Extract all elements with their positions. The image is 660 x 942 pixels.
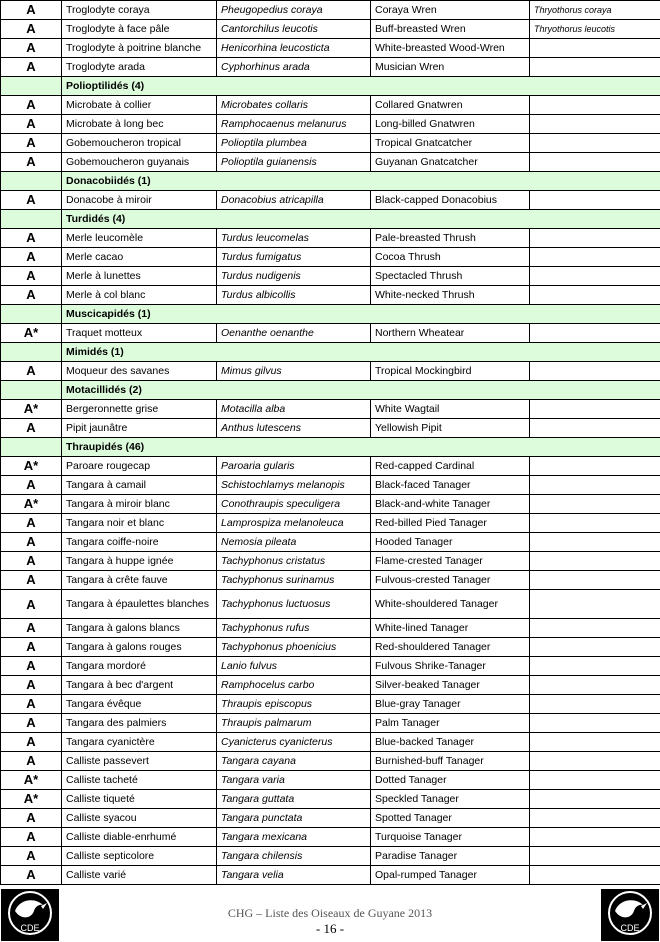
- english-name-cell: Pale-breasted Thrush: [371, 229, 530, 248]
- french-name-cell: Pipit jaunâtre: [62, 419, 217, 438]
- english-name-cell: Spectacled Thrush: [371, 267, 530, 286]
- species-row: [1, 191, 660, 210]
- note-cell: [530, 229, 660, 248]
- note-cell: [530, 495, 660, 514]
- scientific-name-cell: Turdus nudigenis: [217, 267, 371, 286]
- french-name-cell: Tangara à galons blancs: [62, 619, 217, 638]
- note-cell: [530, 115, 660, 134]
- english-name-cell: Speckled Tanager: [371, 790, 530, 809]
- french-name-cell: Calliste varié: [62, 866, 217, 885]
- species-row: [1, 571, 660, 590]
- family-status-cell: [1, 438, 62, 457]
- status-cell: A: [1, 20, 62, 39]
- english-name-cell: Cocoa Thrush: [371, 248, 530, 267]
- status-cell: A*: [1, 495, 62, 514]
- french-name-cell: Tangara à miroir blanc: [62, 495, 217, 514]
- status-cell: A: [1, 476, 62, 495]
- species-row: [1, 828, 660, 847]
- french-name-cell: Tangara évêque: [62, 695, 217, 714]
- note-cell: [530, 866, 660, 885]
- english-name-cell: Opal-rumped Tanager: [371, 866, 530, 885]
- family-label: Polioptilidés (4): [62, 77, 660, 96]
- species-row: [1, 96, 660, 115]
- english-name-cell: Burnished-buff Tanager: [371, 752, 530, 771]
- note-cell: [530, 847, 660, 866]
- status-cell: A*: [1, 324, 62, 343]
- note-cell: [530, 39, 660, 58]
- french-name-cell: Calliste tiqueté: [62, 790, 217, 809]
- status-cell: A: [1, 828, 62, 847]
- note-cell: [530, 324, 660, 343]
- english-name-cell: Black-faced Tanager: [371, 476, 530, 495]
- english-name-cell: Tropical Gnatcatcher: [371, 134, 530, 153]
- english-name-cell: Black-and-white Tanager: [371, 495, 530, 514]
- french-name-cell: Merle à col blanc: [62, 286, 217, 305]
- status-cell: A: [1, 229, 62, 248]
- scientific-name-cell: Thraupis palmarum: [217, 714, 371, 733]
- french-name-cell: Tangara mordoré: [62, 657, 217, 676]
- note-cell: [530, 752, 660, 771]
- french-name-cell: Troglodyte arada: [62, 58, 217, 77]
- scientific-name-cell: Conothraupis speculigera: [217, 495, 371, 514]
- species-row: [1, 267, 660, 286]
- status-cell: A: [1, 58, 62, 77]
- species-row: [1, 229, 660, 248]
- status-cell: A*: [1, 771, 62, 790]
- family-label: Mimidés (1): [62, 343, 660, 362]
- status-cell: A: [1, 153, 62, 172]
- status-cell: A: [1, 733, 62, 752]
- english-name-cell: Coraya Wren: [371, 1, 530, 20]
- english-name-cell: White Wagtail: [371, 400, 530, 419]
- french-name-cell: Gobemoucheron guyanais: [62, 153, 217, 172]
- english-name-cell: Palm Tanager: [371, 714, 530, 733]
- scientific-name-cell: Ramphocelus carbo: [217, 676, 371, 695]
- status-cell: A: [1, 362, 62, 381]
- note-cell: [530, 733, 660, 752]
- note-cell: [530, 457, 660, 476]
- family-status-cell: [1, 172, 62, 191]
- scientific-name-cell: Anthus lutescens: [217, 419, 371, 438]
- status-cell: A: [1, 115, 62, 134]
- scientific-name-cell: Turdus albicollis: [217, 286, 371, 305]
- status-cell: A: [1, 552, 62, 571]
- note-cell: [530, 771, 660, 790]
- species-row: [1, 657, 660, 676]
- scientific-name-cell: Tachyphonus surinamus: [217, 571, 371, 590]
- scientific-name-cell: Tangara chilensis: [217, 847, 371, 866]
- french-name-cell: Microbate à long bec: [62, 115, 217, 134]
- species-row: [1, 752, 660, 771]
- note-cell: [530, 58, 660, 77]
- scientific-name-cell: Henicorhina leucosticta: [217, 39, 371, 58]
- french-name-cell: Donacobe à miroir: [62, 191, 217, 210]
- family-header-row: [1, 172, 660, 191]
- status-cell: A: [1, 590, 62, 619]
- scientific-name-cell: Pheugopedius coraya: [217, 1, 371, 20]
- french-name-cell: Bergeronnette grise: [62, 400, 217, 419]
- english-name-cell: Red-billed Pied Tanager: [371, 514, 530, 533]
- note-cell: [530, 695, 660, 714]
- family-label: Muscicapidés (1): [62, 305, 660, 324]
- species-row: [1, 1, 660, 20]
- note-cell: [530, 790, 660, 809]
- family-header-row: [1, 210, 660, 229]
- species-row: [1, 58, 660, 77]
- french-name-cell: Troglodyte à face pâle: [62, 20, 217, 39]
- status-cell: A: [1, 533, 62, 552]
- species-row: [1, 619, 660, 638]
- note-cell: [530, 676, 660, 695]
- species-row: [1, 134, 660, 153]
- french-name-cell: Calliste syacou: [62, 809, 217, 828]
- note-cell: [530, 267, 660, 286]
- species-row: [1, 115, 660, 134]
- family-status-cell: [1, 381, 62, 400]
- scientific-name-cell: Tangara punctata: [217, 809, 371, 828]
- note-cell: Thryothorus coraya: [530, 1, 660, 20]
- scientific-name-cell: Nemosia pileata: [217, 533, 371, 552]
- scientific-name-cell: Tangara mexicana: [217, 828, 371, 847]
- status-cell: A: [1, 676, 62, 695]
- species-row: [1, 286, 660, 305]
- note-cell: [530, 590, 660, 619]
- french-name-cell: Calliste septicolore: [62, 847, 217, 866]
- scientific-name-cell: Lanio fulvus: [217, 657, 371, 676]
- note-cell: [530, 400, 660, 419]
- status-cell: A: [1, 752, 62, 771]
- family-header-row: [1, 77, 660, 96]
- status-cell: A: [1, 1, 62, 20]
- family-status-cell: [1, 77, 62, 96]
- note-cell: [530, 514, 660, 533]
- french-name-cell: Paroare rougecap: [62, 457, 217, 476]
- family-label: Turdidés (4): [62, 210, 660, 229]
- species-row: [1, 153, 660, 172]
- french-name-cell: Merle leucomèle: [62, 229, 217, 248]
- scientific-name-cell: Polioptila guianensis: [217, 153, 371, 172]
- species-row: [1, 847, 660, 866]
- status-cell: A: [1, 134, 62, 153]
- status-cell: A: [1, 866, 62, 885]
- scientific-name-cell: Oenanthe oenanthe: [217, 324, 371, 343]
- status-cell: A*: [1, 790, 62, 809]
- note-cell: [530, 248, 660, 267]
- species-row: [1, 400, 660, 419]
- note-cell: [530, 714, 660, 733]
- logo-text: CDE: [20, 923, 40, 933]
- note-cell: [530, 638, 660, 657]
- page-number: - 16 -: [315, 921, 345, 936]
- scientific-name-cell: Tangara varia: [217, 771, 371, 790]
- french-name-cell: Merle à lunettes: [62, 267, 217, 286]
- note-cell: [530, 571, 660, 590]
- scientific-name-cell: Tachyphonus cristatus: [217, 552, 371, 571]
- species-row: [1, 533, 660, 552]
- note-cell: [530, 619, 660, 638]
- family-header-row: [1, 305, 660, 324]
- status-cell: A*: [1, 457, 62, 476]
- scientific-name-cell: Turdus leucomelas: [217, 229, 371, 248]
- scientific-name-cell: Tachyphonus luctuosus: [217, 590, 371, 619]
- english-name-cell: Red-shouldered Tanager: [371, 638, 530, 657]
- english-name-cell: Collared Gnatwren: [371, 96, 530, 115]
- scientific-name-cell: Tangara cayana: [217, 752, 371, 771]
- scientific-name-cell: Ramphocaenus melanurus: [217, 115, 371, 134]
- french-name-cell: Merle cacao: [62, 248, 217, 267]
- family-status-cell: [1, 210, 62, 229]
- species-row: [1, 419, 660, 438]
- english-name-cell: Hooded Tanager: [371, 533, 530, 552]
- english-name-cell: Blue-backed Tanager: [371, 733, 530, 752]
- note-cell: [530, 191, 660, 210]
- french-name-cell: Tangara à camail: [62, 476, 217, 495]
- status-cell: A: [1, 714, 62, 733]
- species-row: [1, 457, 660, 476]
- species-row: [1, 809, 660, 828]
- page-footer: [0, 888, 660, 942]
- french-name-cell: Calliste tacheté: [62, 771, 217, 790]
- species-row: [1, 495, 660, 514]
- scientific-name-cell: Donacobius atricapilla: [217, 191, 371, 210]
- french-name-cell: Microbate à collier: [62, 96, 217, 115]
- scientific-name-cell: Motacilla alba: [217, 400, 371, 419]
- species-row: [1, 362, 660, 381]
- english-name-cell: White-shouldered Tanager: [371, 590, 530, 619]
- french-name-cell: Calliste diable-enrhumé: [62, 828, 217, 847]
- scientific-name-cell: Schistochlamys melanopis: [217, 476, 371, 495]
- note-cell: [530, 96, 660, 115]
- scientific-name-cell: Mimus gilvus: [217, 362, 371, 381]
- french-name-cell: Tangara à épaulettes blanches: [62, 590, 217, 619]
- english-name-cell: Dotted Tanager: [371, 771, 530, 790]
- status-cell: A: [1, 419, 62, 438]
- note-cell: [530, 533, 660, 552]
- status-cell: A: [1, 191, 62, 210]
- note-cell: [530, 828, 660, 847]
- status-cell: A: [1, 96, 62, 115]
- scientific-name-cell: Thraupis episcopus: [217, 695, 371, 714]
- english-name-cell: Paradise Tanager: [371, 847, 530, 866]
- english-name-cell: Fulvous Shrike-Tanager: [371, 657, 530, 676]
- species-row: [1, 714, 660, 733]
- french-name-cell: Tangara à bec d'argent: [62, 676, 217, 695]
- species-row: [1, 866, 660, 885]
- note-cell: [530, 362, 660, 381]
- species-row: [1, 695, 660, 714]
- status-cell: A: [1, 657, 62, 676]
- english-name-cell: White-necked Thrush: [371, 286, 530, 305]
- status-cell: A: [1, 514, 62, 533]
- english-name-cell: Silver-beaked Tanager: [371, 676, 530, 695]
- english-name-cell: White-breasted Wood-Wren: [371, 39, 530, 58]
- english-name-cell: Long-billed Gnatwren: [371, 115, 530, 134]
- status-cell: A: [1, 638, 62, 657]
- status-cell: A: [1, 286, 62, 305]
- scientific-name-cell: Microbates collaris: [217, 96, 371, 115]
- species-row: [1, 248, 660, 267]
- scientific-name-cell: Tachyphonus phoenicius: [217, 638, 371, 657]
- french-name-cell: Tangara à galons rouges: [62, 638, 217, 657]
- english-name-cell: White-lined Tanager: [371, 619, 530, 638]
- species-row: [1, 638, 660, 657]
- french-name-cell: Moqueur des savanes: [62, 362, 217, 381]
- species-row: [1, 20, 660, 39]
- english-name-cell: Black-capped Donacobius: [371, 191, 530, 210]
- family-header-row: [1, 438, 660, 457]
- status-cell: A: [1, 809, 62, 828]
- family-header-row: [1, 343, 660, 362]
- status-cell: A: [1, 39, 62, 58]
- scientific-name-cell: Turdus fumigatus: [217, 248, 371, 267]
- status-cell: A: [1, 695, 62, 714]
- french-name-cell: Traquet motteux: [62, 324, 217, 343]
- species-row: [1, 771, 660, 790]
- family-label: Donacobiidés (1): [62, 172, 660, 191]
- english-name-cell: Buff-breasted Wren: [371, 20, 530, 39]
- french-name-cell: Tangara coiffe-noire: [62, 533, 217, 552]
- french-name-cell: Troglodyte coraya: [62, 1, 217, 20]
- species-row: [1, 324, 660, 343]
- english-name-cell: Blue-gray Tanager: [371, 695, 530, 714]
- french-name-cell: Tangara noir et blanc: [62, 514, 217, 533]
- note-cell: [530, 657, 660, 676]
- french-name-cell: Calliste passevert: [62, 752, 217, 771]
- status-cell: A: [1, 571, 62, 590]
- species-row: [1, 552, 660, 571]
- scientific-name-cell: Paroaria gularis: [217, 457, 371, 476]
- species-row: [1, 733, 660, 752]
- species-row: [1, 476, 660, 495]
- status-cell: A*: [1, 400, 62, 419]
- family-status-cell: [1, 305, 62, 324]
- note-cell: [530, 153, 660, 172]
- logo-text: CDE: [620, 923, 640, 933]
- scientific-name-cell: Cyanicterus cyanicterus: [217, 733, 371, 752]
- family-label: Motacillidés (2): [62, 381, 660, 400]
- english-name-cell: Guyanan Gnatcatcher: [371, 153, 530, 172]
- footer-title: CHG – Liste des Oiseaux de Guyane 2013: [227, 906, 433, 920]
- english-name-cell: Red-capped Cardinal: [371, 457, 530, 476]
- english-name-cell: Yellowish Pipit: [371, 419, 530, 438]
- english-name-cell: Turquoise Tanager: [371, 828, 530, 847]
- family-header-row: [1, 381, 660, 400]
- note-cell: [530, 419, 660, 438]
- status-cell: A: [1, 619, 62, 638]
- species-row: [1, 790, 660, 809]
- english-name-cell: Northern Wheatear: [371, 324, 530, 343]
- note-cell: [530, 134, 660, 153]
- french-name-cell: Tangara des palmiers: [62, 714, 217, 733]
- status-cell: A: [1, 847, 62, 866]
- english-name-cell: Musician Wren: [371, 58, 530, 77]
- french-name-cell: Troglodyte à poitrine blanche: [62, 39, 217, 58]
- scientific-name-cell: Cyphorhinus arada: [217, 58, 371, 77]
- french-name-cell: Tangara à crête fauve: [62, 571, 217, 590]
- species-row: [1, 590, 660, 619]
- cde-logo-right: [601, 889, 659, 941]
- note-cell: [530, 552, 660, 571]
- scientific-name-cell: Cantorchilus leucotis: [217, 20, 371, 39]
- scientific-name-cell: Lamprospiza melanoleuca: [217, 514, 371, 533]
- french-name-cell: Tangara cyanictère: [62, 733, 217, 752]
- french-name-cell: Tangara à huppe ignée: [62, 552, 217, 571]
- species-row: [1, 514, 660, 533]
- note-cell: Thryothorus leucotis: [530, 20, 660, 39]
- note-cell: [530, 476, 660, 495]
- species-table-body: [1, 1, 660, 885]
- note-cell: [530, 286, 660, 305]
- status-cell: A: [1, 267, 62, 286]
- french-name-cell: Gobemoucheron tropical: [62, 134, 217, 153]
- english-name-cell: Fulvous-crested Tanager: [371, 571, 530, 590]
- family-status-cell: [1, 343, 62, 362]
- species-row: [1, 676, 660, 695]
- species-row: [1, 39, 660, 58]
- english-name-cell: Spotted Tanager: [371, 809, 530, 828]
- status-cell: A: [1, 248, 62, 267]
- english-name-cell: Tropical Mockingbird: [371, 362, 530, 381]
- english-name-cell: Flame-crested Tanager: [371, 552, 530, 571]
- scientific-name-cell: Tachyphonus rufus: [217, 619, 371, 638]
- scientific-name-cell: Tangara guttata: [217, 790, 371, 809]
- scientific-name-cell: Polioptila plumbea: [217, 134, 371, 153]
- scientific-name-cell: Tangara velia: [217, 866, 371, 885]
- note-cell: [530, 809, 660, 828]
- family-label: Thraupidés (46): [62, 438, 660, 457]
